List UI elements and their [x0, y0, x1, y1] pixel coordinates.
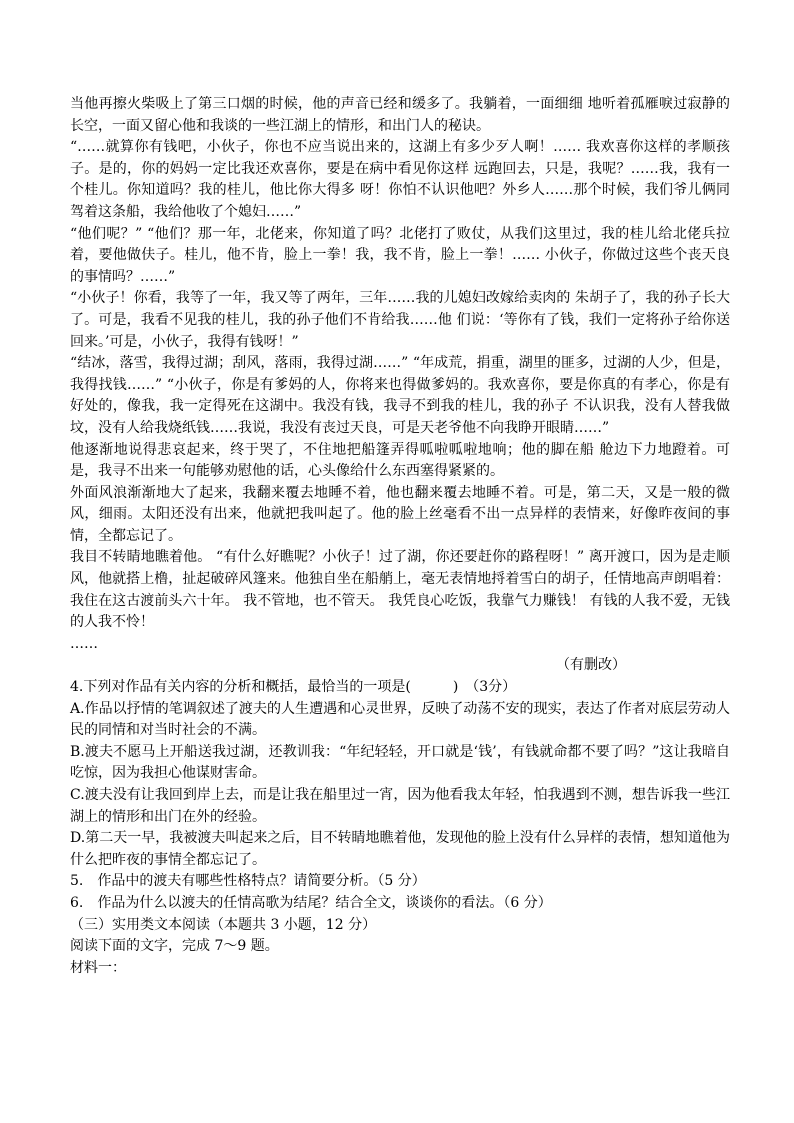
- question-4-option-b: B.渡夫不愿马上开船送我过湖，还教训我：“年纪轻轻，开口就是‘钱’，有钱就命都不要了吗？”这让我暗自吃惊，因为我担心他谋财害命。: [70, 743, 730, 782]
- question-4-stem: 4.下列对作品有关内容的分析和概括，最恰当的一项是( ) （3分）: [70, 679, 517, 696]
- story-paragraph-2: “……就算你有钱吧，小伙子，你也不应当说出来的，这湖上有多少歹人啊！…… 我欢喜你这样的孝顺孩子。是的，你的妈妈一定比我还欢喜你，要是在病中看见你这样 远跑回去，只是，我呢？……我，我有一个桂儿。你知道吗？我的桂儿，他比你大得多 呀！你怕不认识他吧？外乡人……那个时候，我们爷儿俩同驾着这条船，我给他收了个媳妇……”: [70, 139, 730, 220]
- question-4-option-d: D.第二天一早，我被渡夫叫起来之后，目不转睛地瞧着他，发现他的脸上没有什么异样的表情，想知道他为什么把昨夜的事情全都忘记了。: [70, 830, 730, 868]
- exam-page: [70, 94, 730, 979]
- story-paragraph-3: “他们呢？” “他们？那一年，北佬来，你知道了吗？北佬打了败仗，从我们这里过，我的桂儿给北佬兵拉着，要他做伕子。桂儿，他不肯，脸上一拳！我，我不肯，脸上一拳！…… 小伙子，你做过这些个丧天良的事情吗？……”: [70, 225, 730, 285]
- story-paragraph-4: “小伙子！你看，我等了一年，我又等了两年，三年……我的儿媳妇改嫁给卖肉的 朱胡子了，我的孙子长大了。可是，我看不见我的桂儿，我的孙子他们不肯给我……他 们说：‘等你有了钱，我们一定将孙子给你送回来。’可是，小伙子，我得有钱呀！”: [70, 290, 730, 350]
- abridged-note: （有删改）: [556, 657, 626, 674]
- story-paragraph-6: 他逐渐地说得悲哀起来，终于哭了，不住地把船篷弄得呱啦呱啦地响；他的脚在船 舱边下力地蹬着。可是，我寻不出来一句能够劝慰他的话，心头像给什么东西塞得紧紧的。: [70, 441, 730, 480]
- story-paragraph-1: 当他再擦火柴吸上了第三口烟的时候，他的声音已经和缓多了。我躺着，一面细细 地听着孤雁唳过寂静的长空，一面又留心他和我谈的一些江湖上的情形，和出门人的秘诀。: [70, 96, 730, 134]
- question-4-option-a: A.作品以抒情的笔调叙述了渡夫的人生遭遇和心灵世界，反映了动荡不安的现实，表达了作者对底层劳动人民的同情和对当时社会的不满。: [70, 700, 730, 739]
- story-paragraph-5: “结冰，落雪，我得过湖；刮风，落雨，我得过湖……” “年成荒，捐重，湖里的匪多，过湖的人少，但是，我得找钱……” “小伙子，你是有爹妈的人，你将来也得做爹妈的。我欢喜你，要是你真的有孝心，你是有好处的，像我，我一定得死在这湖中。我没有钱，我寻不到我的桂儿，我的孙子 不认识我，没有人替我做坟，没有人给我烧纸钱……我说，我没有丧过天良，可是天老爷他不向我睁开眼睛……”: [70, 355, 730, 436]
- story-paragraph-8: 我目不转睛地瞧着他。 “有什么好瞧呢？小伙子！过了湖，你还要赶你的路程呀！” 离开渡口，因为是走顺风，他就搭上橹，扯起破碎风篷来。他独自坐在船艄上，毫无表情地捋着雪白的胡子，任情地高声朗唱着： 我住在这古渡前头六十年。 我不管地，也不管天。 我凭良心吃饭，我靠气力赚钱！ 有钱的人我不爱，无钱的人我不怜！: [70, 549, 730, 631]
- material-1-label: 材料一：: [70, 959, 126, 976]
- story-paragraph-7: 外面风浪渐渐地大了起来，我翻来覆去地睡不着，他也翻来覆去地睡不着。可是，第二天，又是一般的微风，细雨。太阳还没有出来，他就把我叫起了。他的脸上丝毫看不出一点异样的表情来，好像昨夜间的事情，全都忘记了。: [70, 484, 730, 544]
- story-ellipsis: ……: [70, 635, 98, 652]
- question-5: 5. 作品中的渡夫有哪些性格特点？请简要分析。（5 分）: [70, 873, 426, 890]
- section-3-heading: （三）实用类文本阅读（本题共 3 小题，12 分）: [70, 916, 377, 933]
- question-6: 6. 作品为什么以渡夫的任情高歌为结尾？结合全文，谈谈你的看法。（6 分）: [70, 894, 552, 911]
- question-4-option-c: C.渡夫没有让我回到岸上去，而是让我在船里过一宵，因为他看我太年轻，怕我遇到不测，想告诉我一些江湖上的情形和出门在外的经验。: [70, 787, 730, 825]
- reading-instruction: 阅读下面的文字，完成 7～9 题。: [70, 938, 279, 955]
